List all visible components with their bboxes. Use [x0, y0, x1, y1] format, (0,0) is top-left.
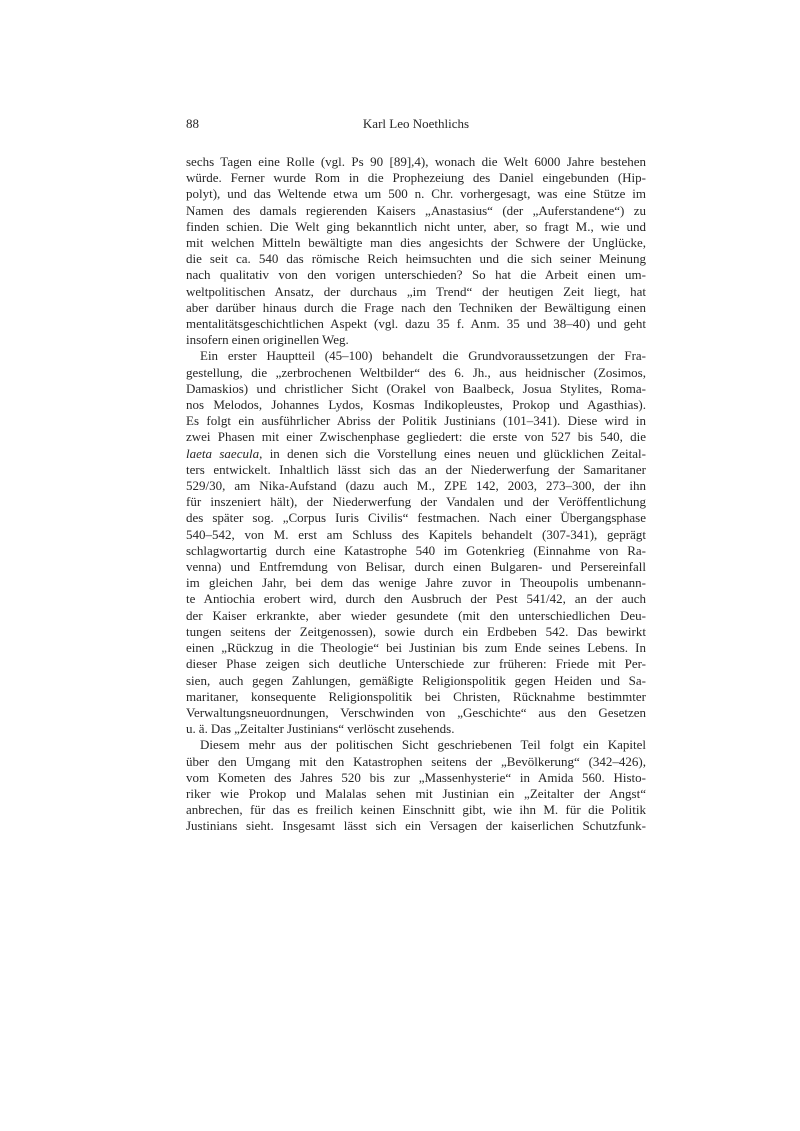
text-segment: insofern einen originellen Weg.	[186, 332, 349, 348]
page-number: 88	[186, 116, 199, 131]
text-line	[186, 673, 646, 689]
text-line	[186, 705, 646, 721]
text-line	[186, 348, 646, 364]
text-segment: Namen des damals regierenden Kaisers „Anastasius“ (der „Auferstandene“) zu	[186, 202, 646, 218]
text-line	[186, 397, 646, 413]
text-line	[186, 267, 646, 283]
text-segment: nach qualitativ von den vorigen unterschieden? So hat die Arbeit einen um-	[186, 267, 646, 283]
text-segment: sien, auch gegen Zahlungen, gemäßigte Religionspolitik gegen Heiden und Sa-	[186, 672, 646, 688]
text-segment: venna) und Entfremdung von Belisar, durch einen Bulgaren- und Persereinfall	[186, 559, 646, 575]
text-line	[186, 737, 646, 753]
text-line	[186, 381, 646, 397]
text-segment: dieser Phase zeigen sich deutliche Unterschiede zur früheren: Friede mit Per-	[186, 656, 646, 672]
page-header	[186, 116, 646, 131]
text-line	[186, 219, 646, 235]
text-line	[186, 186, 646, 202]
text-line	[186, 494, 646, 510]
text-segment: für inszeniert hält), der Niederwerfung der Vandalen und der Veröffentlichung	[186, 494, 646, 510]
text-segment: einen „Rückzug in die Theologie“ bei Justinian bis zum Ende seines Lebens. In	[186, 640, 646, 656]
text-segment: sechs Tagen eine Rolle (vgl. Ps 90 [89],4), wonach die Welt 6000 Jahre bestehen	[186, 154, 646, 169]
text-segment: zwei Phasen mit einer Zwischenphase gegliedert: die erste von 527 bis 540, die	[186, 429, 646, 445]
text-segment: vom Kometen des Jahres 520 bis zur „Massenhysterie“ in Amida 560. Histo-	[186, 769, 646, 785]
text-line	[186, 446, 646, 462]
text-line	[186, 770, 646, 786]
text-segment: finden schien. Die Welt ging bekanntlich nicht unter, aber, so fragt M., wie und	[186, 218, 646, 234]
text-line	[186, 413, 646, 429]
text-line	[186, 478, 646, 494]
text-segment: aber darüber hinaus durch die Frage nach den Techniken der Bewältigung einen	[186, 299, 646, 315]
text-line	[186, 656, 646, 672]
text-segment: tungen seitens der Zeitgenossen), sowie durch ein Erdbeben 542. Das bewirkt	[186, 623, 646, 639]
text-segment: der Kaiser erkrankte, aber wieder gesundete (mit den unterschiedlichen Deu-	[186, 607, 646, 623]
paragraph	[186, 737, 646, 834]
text-segment: Diesem mehr aus der politischen Sicht geschriebenen Teil folgt ein Kapitel	[200, 737, 646, 753]
text-segment: Justinians sieht. Insgesamt lässt sich ein Versagen der kaiserlichen Schutzfunk-	[186, 818, 646, 834]
text-segment: riker wie Prokop und Malalas sehen mit Justinian ein „Zeitalter der Angst“	[186, 785, 646, 801]
text-line	[186, 608, 646, 624]
text-segment: Ein erster Hauptteil (45–100) behandelt die Grundvoraussetzungen der Fra-	[200, 348, 646, 364]
text-segment: mit welchen Mitteln bewältigte man dies angesichts der Schwere der Unglücke,	[186, 235, 646, 251]
text-segment: te Antiochia erobert wird, durch den Ausbruch der Pest 541/42, an der auch	[186, 591, 646, 607]
text-segment: mentalitätsgeschichtlichen Aspekt (vgl. dazu 35 f. Anm. 35 und 38–40) und geht	[186, 316, 646, 332]
text-segment: anbrechen, für das es freilich keinen Einschnitt gibt, wie ihn M. für die Politik	[186, 802, 646, 818]
text-line	[186, 154, 646, 170]
text-segment: die seit ca. 540 das römische Reich heimsuchten und die sich seiner Meinung	[186, 251, 646, 267]
text-segment: schlagwortartig durch eine Katastrophe 540 im Gotenkrieg (Einnahme von Ra-	[186, 542, 646, 558]
text-line	[186, 721, 646, 737]
text-segment: ters entwickelt. Inhaltlich lässt sich das an der Niederwerfung der Samaritaner	[186, 461, 646, 477]
text-line	[186, 624, 646, 640]
text-segment: weltpolitischen Ansatz, der durchaus „im Trend“ der heutigen Zeit liegt, hat	[186, 283, 646, 299]
text-segment: Es folgt ein ausführlicher Abriss der Politik Justinians (101–341). Diese wird in	[186, 413, 646, 429]
text-line	[186, 203, 646, 219]
text-segment: laeta saecula	[186, 445, 260, 461]
text-line	[186, 527, 646, 543]
text-segment: nos Melodos, Johannes Lydos, Kosmas Indikopleustes, Prokop und Agasthias).	[186, 397, 646, 413]
text-line	[186, 429, 646, 445]
text-line	[186, 316, 646, 332]
text-segment: würde. Ferner wurde Rom in die Prophezeiung des Daniel eingebunden (Hip-	[186, 170, 646, 186]
text-segment: über den Umgang mit den Katastrophen seitens der „Bevölkerung“ (342–426),	[186, 753, 646, 769]
text-segment: polyt), und das Weltende etwa um 500 n. Chr. vorhergesagt, was eine Stütze im	[186, 186, 646, 202]
text-line	[186, 559, 646, 575]
text-line	[186, 462, 646, 478]
body-text	[186, 154, 646, 835]
text-segment: , in denen sich die Vorstellung eines neuen und glücklichen Zeital-	[259, 445, 646, 461]
text-line	[186, 365, 646, 381]
text-line	[186, 575, 646, 591]
text-line	[186, 754, 646, 770]
text-line	[186, 332, 646, 348]
text-line	[186, 591, 646, 607]
text-line	[186, 300, 646, 316]
text-line	[186, 640, 646, 656]
text-line	[186, 284, 646, 300]
running-header: Karl Leo Noethlichs	[362, 116, 470, 131]
text-line	[186, 170, 646, 186]
text-line	[186, 689, 646, 705]
text-segment: im gleichen Jahr, bei dem das wenige Jahre zuvor in Theoupolis umbenann-	[186, 575, 646, 591]
text-segment: Damaskios) und christlicher Sicht (Orakel von Baalbeck, Josua Stylites, Roma-	[186, 380, 646, 396]
paragraph	[186, 348, 646, 737]
text-line	[186, 802, 646, 818]
text-line	[186, 510, 646, 526]
text-segment: maritaner, konsequente Religionspolitik bei Christen, Rücknahme bestimmter	[186, 688, 646, 704]
text-segment: gestellung, die „zerbrochenen Weltbilder“ des 6. Jh., aus heidnischer (Zosimos,	[186, 364, 646, 380]
text-line	[186, 818, 646, 834]
text-segment: 529/30, am Nika-Aufstand (dazu auch M., ZPE 142, 2003, 273–300, der ihn	[186, 478, 646, 494]
paragraph	[186, 154, 646, 348]
text-line	[186, 251, 646, 267]
text-line	[186, 786, 646, 802]
text-segment: u. ä. Das „Zeitalter Justinians“ verlöscht zusehends.	[186, 721, 455, 737]
text-line	[186, 543, 646, 559]
text-segment: des später sog. „Corpus Iuris Civilis“ festmachen. Nach einer Übergangsphase	[186, 510, 646, 526]
text-segment: Verwaltungsneuordnungen, Verschwinden von „Geschichte“ aus den Gesetzen	[186, 704, 646, 720]
text-line	[186, 235, 646, 251]
text-segment: 540–542, von M. erst am Schluss des Kapitels behandelt (307-341), geprägt	[186, 526, 646, 542]
